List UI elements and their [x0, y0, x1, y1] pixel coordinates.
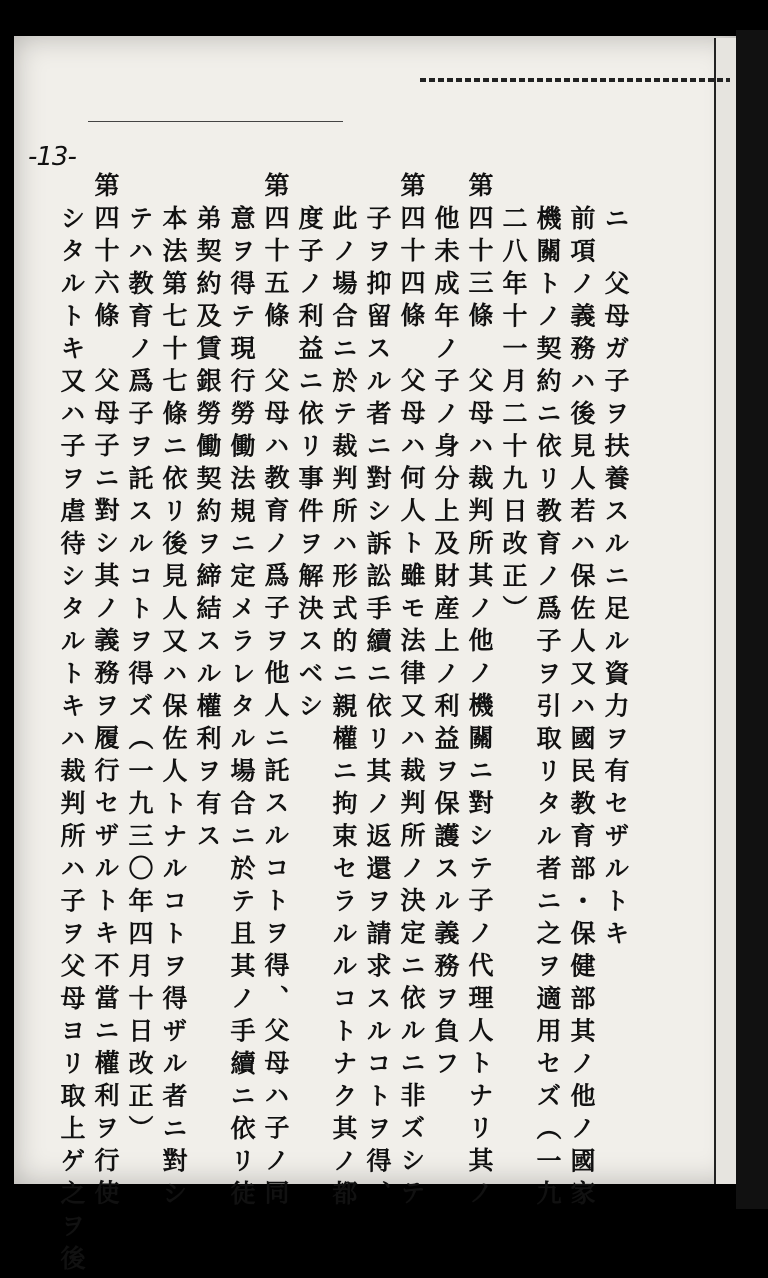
text-column: 弟契約及賃銀勞働契約ヲ締結スル權利ヲ有ス	[193, 205, 222, 855]
text-column: テハ教育ノ爲子ヲ託スルコトヲ得ズ（一九三〇年四月十日改正）	[125, 205, 154, 1148]
page-number: -13-	[28, 142, 76, 172]
text-column: ニ 父母ガ子ヲ扶養スルニ足ル資力ヲ有セザルトキ	[601, 205, 630, 953]
text-column: 此ノ場合ニ於テ裁判所ハ形式的ニ親權ニ拘束セラルルコトナク其ノ都	[329, 205, 358, 1213]
article-heading: 第四十四條 父母ハ何人ト雖モ法律又ハ裁判所ノ決定ニ依ルニ非ズシテ	[397, 172, 426, 1212]
header-rule	[88, 121, 343, 122]
book-spine	[736, 30, 768, 1209]
article-heading: 第四十六條 父母子ニ對シ其ノ義務ヲ履行セザルトキ不當ニ權利ヲ行使	[91, 172, 120, 1212]
text-column: 機關トノ契約ニ依リ教育ノ爲子ヲ引取リタル者ニ之ヲ適用セズ（一九	[533, 205, 562, 1213]
text-column: 本法第七十七條ニ依リ後見人又ハ保佐人トナルコトヲ得ザル者ニ對シ	[159, 205, 188, 1213]
text-column: 子ヲ抑留スル者ニ對シ訴訟手續ニ依リ其ノ返還ヲ請求スルコトヲ得、	[363, 205, 392, 1213]
text-column: 二八年十一月二十九日改正）	[499, 205, 528, 628]
article-heading: 第四十五條 父母ハ教育ノ爲子ヲ他人ニ託スルコトヲ得、父母ハ子ノ同	[261, 172, 290, 1212]
text-column: 意ヲ得テ現行勞働法規ニ定メラレタル場合ニ於テ且其ノ手續ニ依リ徒	[227, 205, 256, 1213]
text-column: 度子ノ利益ニ依リ事件ヲ解決スベシ	[295, 205, 324, 725]
text-column: 他未成年ノ子ノ身分上及財産上ノ利益ヲ保護スル義務ヲ負フ	[431, 205, 460, 1083]
top-rule	[420, 78, 730, 82]
text-column: 前項ノ義務ハ後見人若ハ保佐人又ハ國民教育部・保健部其ノ他ノ國家	[567, 205, 596, 1213]
text-column: シタルトキ又ハ子ヲ虐待シタルトキハ裁判所ハ子ヲ父母ヨリ取上ゲ之ヲ後	[57, 205, 86, 1278]
article-heading: 第四十三條 父母ハ裁判所其ノ他ノ機關ニ對シテ子ノ代理人トナリ其ノ	[465, 172, 494, 1212]
